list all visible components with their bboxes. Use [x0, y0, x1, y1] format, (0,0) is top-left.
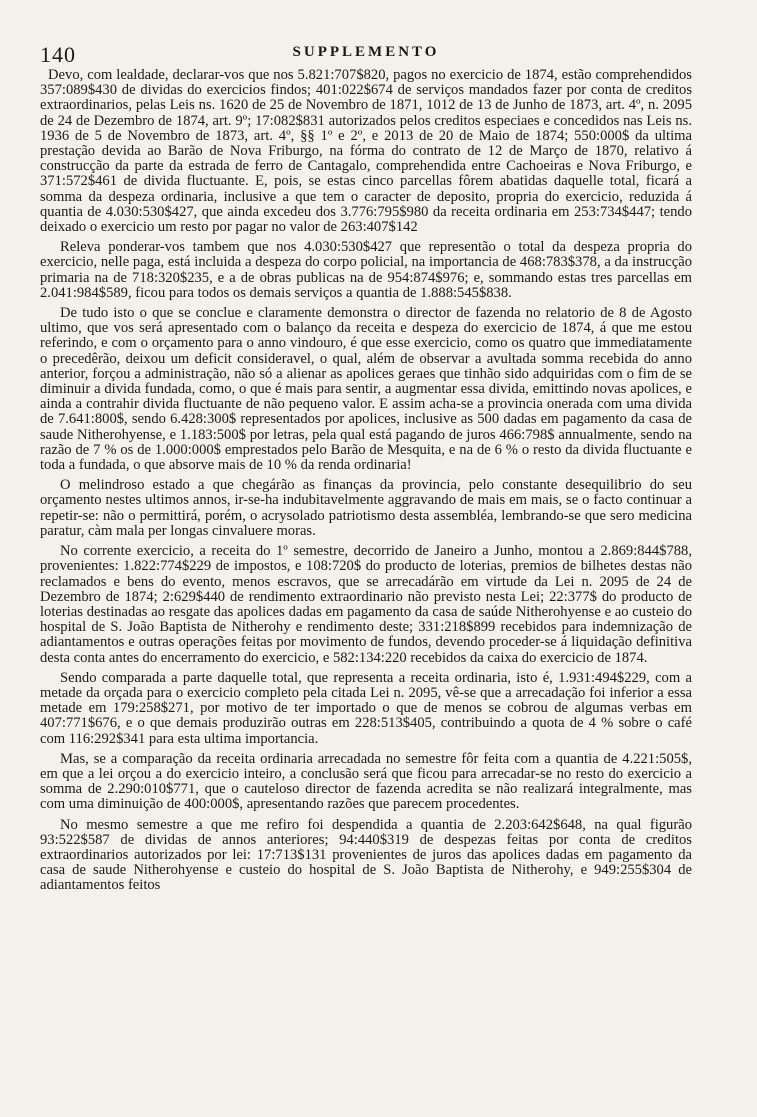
paragraph-1: Devo, com lealdade, declarar-vos que nos 5.821:707$820, pagos no exercicio de 1874, estão comprehendidos 357:089$430 de dividas do exercicios findos; 401:022$674 de serviços mandados fazer por conta de creditos extraordinarios, pelas Leis ns. 1620 de 25 de Novembro de 1871, 1012 de 13 de Junho de 1873, art. 4º, n. 2095 de 24 de Dezembro de 1874, art. 9º; 17:082$831 autorizados pelos creditos especiaes e concedidos nas Leis ns. 1936 de 5 de Novembro de 1873, art. 4º, §§ 1º e 2º, e 2013 de 20 de Maio de 1874; 550:000$ da ultima prestação devida ao Barão de Nova Friburgo, na fórma do contrato de 12 de Março de 1870, relativo á construcção da parte da estrada de ferro de Cantagalo, comprehendida entre Cachoeiras e Nova Friburgo, e 371:572$461 de divida fluctuante. E, pois, se estas cinco parcellas fôrem abatidas daquelle total, ficará a somma da despeza ordinaria, inclusive a que tem o caracter de deposito, propria do exercicio, reduzida á quantia de 4.030:530$427, que ainda excedeu dos 3.776:795$980 da receita ordinaria em 253:734$447; tendo deixado o exercicio um resto por pagar no valor de 263:407$142: [40, 67, 692, 236]
paragraph-4: O melindroso estado a que chegárão as finanças da provincia, pelo constante desequilibrio do seu orçamento nestes ultimos annos, ir-se-ha indubitavelmente aggravando de mais em mais, se o facto continuar a repetir-se: não o permittirá, porém, o acrysolado patriotismo desta assembléa, lembrando-se que sero medicina paratur, càm mala per longas cinvaluere moras.: [40, 477, 692, 539]
page-number: 140: [40, 42, 76, 67]
document-page: [40, 44, 692, 899]
paragraph-2: Releva ponderar-vos tambem que nos 4.030:530$427 que representão o total da despeza propria do exercicio, nelle paga, está incluida a despeza do corpo policial, na importancia de 468:783$378, a da instrucção primaria na de 718:320$235, e a de obras publicas na de 954:874$976; e, sommando estas tres parcellas em 2.041:984$589, ficou para todos os demais serviços a quantia de 1.888:545$838.: [40, 239, 692, 301]
paragraph-7: Mas, se a comparação da receita ordinaria arrecadada no semestre fôr feita com a quantia de 4.221:505$, em que a lei orçou a do exercicio inteiro, a conclusão será que ficou para arrecadar-se no resto do exercicio a somma de 2.290:010$771, que o cauteloso director de fazenda acredita se não realizará integralmente, mas com uma diminuição de 400:000$, apresentando razões que parecem procedentes.: [40, 750, 692, 813]
body-text: [40, 68, 692, 894]
running-head: SUPPLEMENTO: [292, 44, 440, 60]
paragraph-3: De tudo isto o que se conclue e claramente demonstra o director de fazenda no relatorio de 8 de Agosto ultimo, que vos será apresentado com o balanço da receita e despeza do exercicio de 1874, á que me estou referindo, e com o orçamento para o anno vindouro, é que esse exercicio, como os quatro que immediatamente o precedêrão, deixou um deficit consideravel, o qual, além de observar a avultada somma recebida do anno anterior, forçou a administração, não só a alienar as apolices geraes que tinhão sido adquiridas com o fim de se diminuir a divida fundada, como, o que é mais para sentir, a augmentar essa divida, emittindo novas apolices, e ainda a contrahir divida fluctuante de não pequeno valor. E assim acha-se a provincia onerada com uma divida de 7.641:800$, sendo 6.428:300$ representados por apolices, inclusive as 500 dadas em pagamento da casa de saude Nitherohyense, e 1.183:500$ por letras, pela qual está pagando de juros 466:798$ annualmente, sendo na razão de 7 % os de 1.000:000$ emprestados pelo Barão de Mesquita, e na de 6 % o resto da divida fluctuante e toda a fundada, o que absorve mais de 10 % da renda ordinaria!: [40, 305, 692, 474]
paragraph-6: Sendo comparada a parte daquelle total, que representa a receita ordinaria, isto é, 1.931:494$229, com a metade da orçada para o exercicio completo pela citada Lei n. 2095, vê-se que a arrecadação foi inferior a essa metade em 179:258$271, por motivo de ter importado o que de menos se cobrou de algumas verbas em 407:771$676, e o que demais produzirão outras em 228:513$405, contribuindo a quota de 4 % sobre o café com 116:292$341 para esta ultima importancia.: [40, 669, 692, 747]
paragraph-5: No corrente exercicio, a receita do 1º semestre, decorrido de Janeiro a Junho, montou a 2.869:844$788, provenientes: 1.822:774$229 de impostos, e 108:720$ do producto de loterias, premios de bilhetes destas não reclamados e bens do evento, menos escravos, que se arrecadárão em virtude da Lei n. 2095 de 24 de Dezembro de 1874; 2:629$440 de rendimento extraordinario não previsto nesta Lei; 22:377$ do producto de loterias destinadas ao resgate das apolices dadas em pagamento da casa de saúde Nitherohyense e ao custeio do hospital de S. João Baptista de Nitherohy e rendimento deste; 331:218$899 recebidos para indemnização de adiantamentos e outras operações feitas por movimento de fundos, devendo proceder-se á liquidação definitiva desta conta antes do encerramento do exercicio, e 582:134:220 recebidos da caixa do exercicio de 1874.: [40, 543, 692, 666]
page-header: [40, 44, 692, 68]
paragraph-8: No mesmo semestre a que me refiro foi despendida a quantia de 2.203:642$648, na qual figurão 93:522$587 de dividas de annos anteriores; 94:440$319 de despezas feitas por conta de creditos extraordinarios autorizados por lei: 17:713$131 provenientes de juros das apolices dadas em pagamento da casa de saude Nitherohyense e custeio do hospital de S. João Baptista de Nitherohy, e 949:255$304 de adiantamentos feitos: [40, 816, 692, 894]
